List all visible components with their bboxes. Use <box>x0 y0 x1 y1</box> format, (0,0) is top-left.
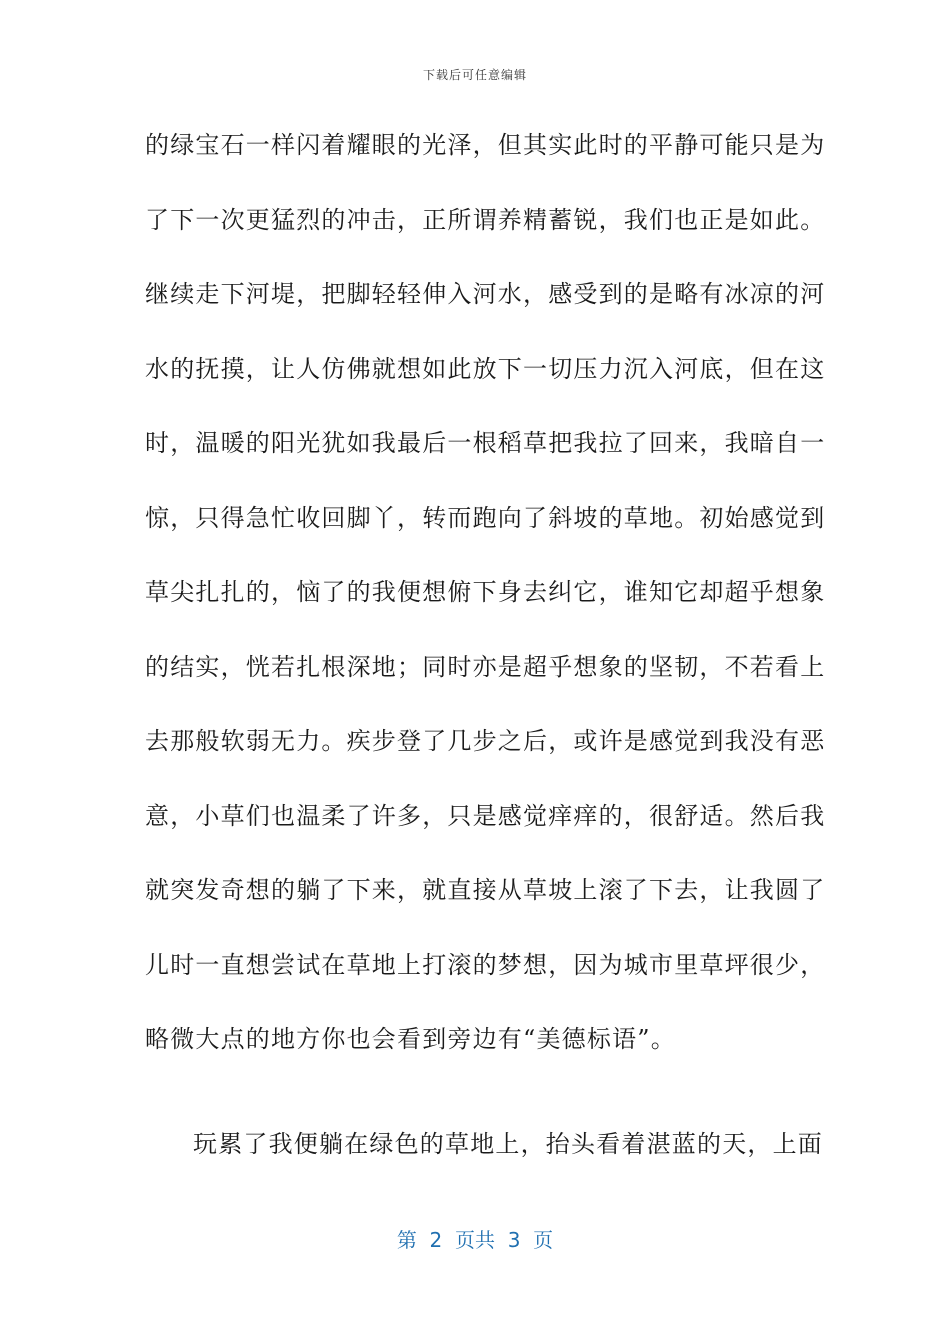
page-header: 下载后可任意编辑 <box>422 68 527 82</box>
text-line: 了下一次更猛烈的冲击，正所谓养精蓄锐，我们也正是如此。 <box>145 205 826 234</box>
page-number: 第 2 页共 3 页 <box>396 1228 554 1252</box>
document-body <box>145 118 826 1191</box>
text-line: 去那般软弱无力。疾步登了几步之后，或许是感觉到我没有恶 <box>145 727 826 755</box>
text-line: 继续走下河堤，把脚轻轻伸入河水，感受到的是略有冰凉的河 <box>145 280 826 308</box>
text-line: 惊，只得急忙收回脚丫，转而跑向了斜坡的草地。初始感觉到 <box>145 503 826 532</box>
paragraph-gap <box>145 1087 793 1117</box>
text-line: 意，小草们也温柔了许多，只是感觉痒痒的，很舒适。然后我 <box>145 801 826 830</box>
text-line: 的绿宝石一样闪着耀眼的光泽，但其实此时的平静可能只是为 <box>145 131 826 159</box>
text-line: 的结实，恍若扎根深地；同时亦是超乎想象的坚韧，不若看上 <box>145 652 826 681</box>
text-line: 儿时一直想尝试在草地上打滚的梦想，因为城市里草坪很少， <box>145 950 826 979</box>
text-line: 水的抚摸，让人仿佛就想如此放下一切压力沉入河底，但在这 <box>145 354 826 383</box>
paragraph-first-line: 玩累了我便躺在绿色的草地上，抬头看着湛蓝的天，上面 <box>193 1129 823 1158</box>
text-line: 就突发奇想的躺了下来，就直接从草坡上滚了下去，让我圆了 <box>145 876 826 904</box>
text-line: 时，温暖的阳光犹如我最后一根稻草把我拉了回来，我暗自一 <box>145 429 826 457</box>
text-line: 草尖扎扎的，恼了的我便想俯下身去纠它，谁知它却超乎想象 <box>145 578 826 606</box>
text-line: 略微大点的地方你也会看到旁边有“美德标语”。 <box>145 1025 676 1053</box>
